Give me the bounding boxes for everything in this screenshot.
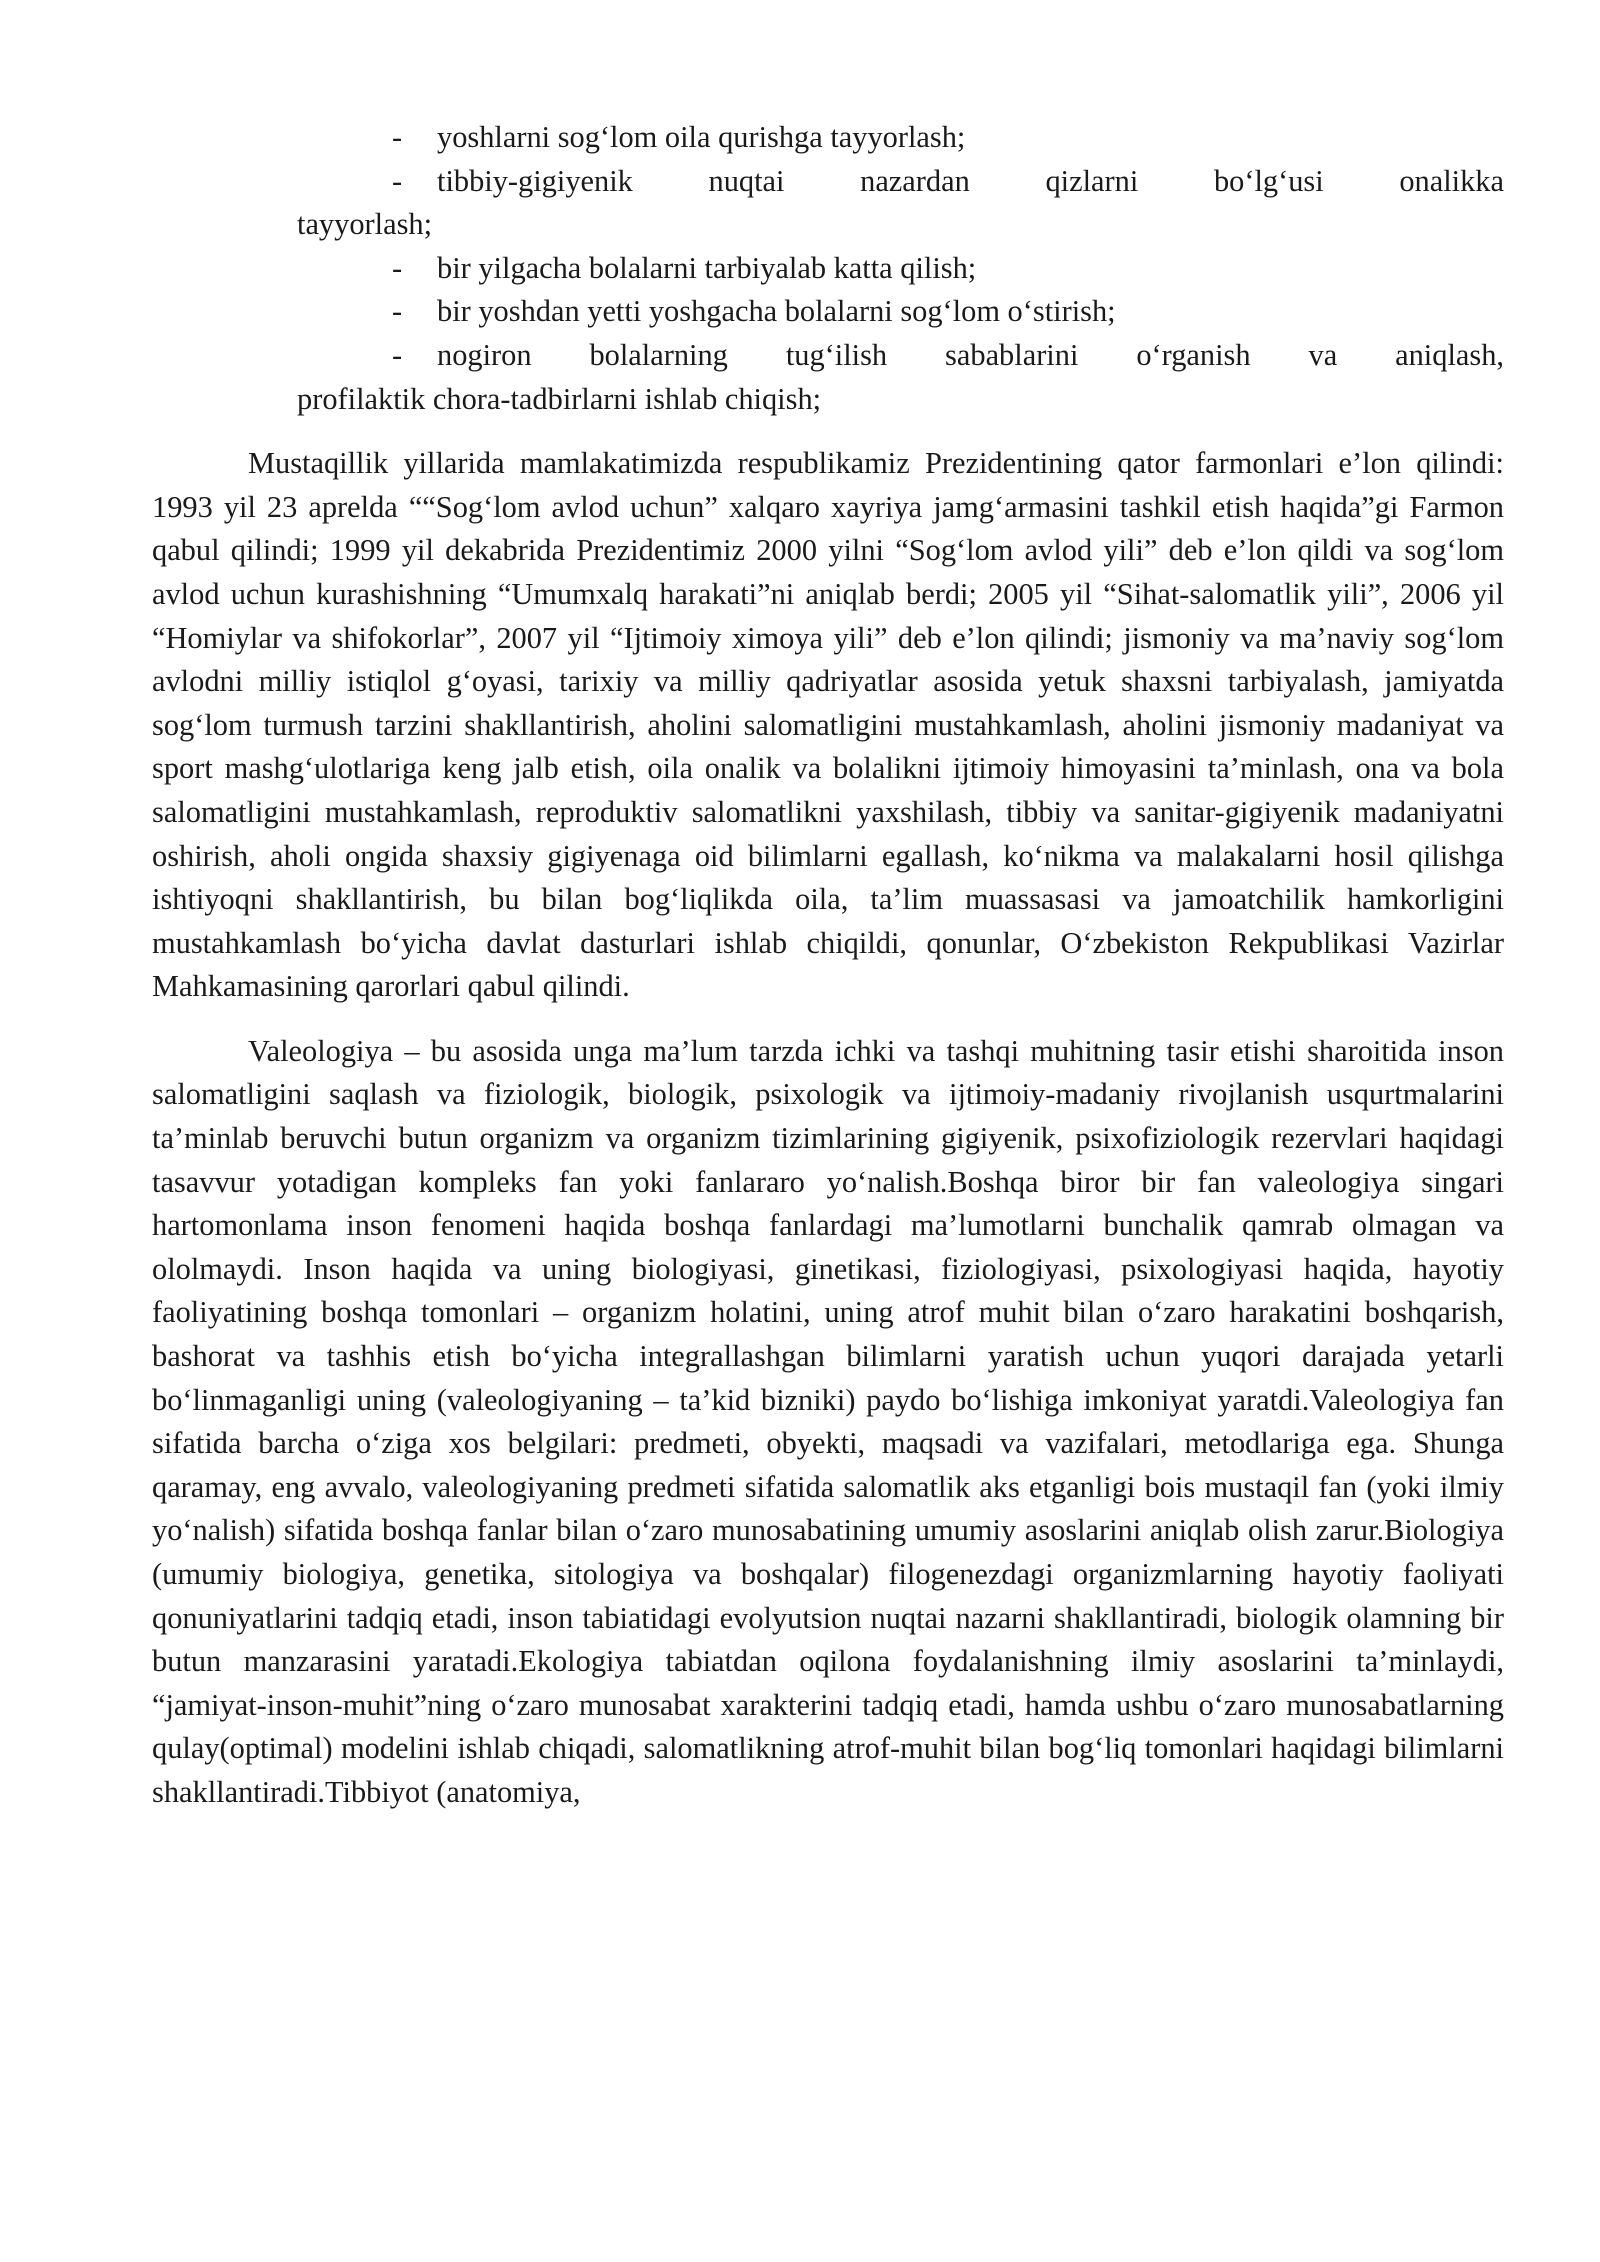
paragraph-independence-decrees: Mustaqillik yillarida mamlakatimizda respublikamiz Prezidentining qator farmonlari e’lon qilindi: 1993 yil 23 aprelda ““Sog‘lom avlod uchun” xalqaro xayriya jamg‘armasini tashkil etish haqida”gi Farmon qabul qilindi; 1999 yil dekabrida Prezidentimiz 2000 yilni “Sog‘lom avlod yili” deb e’lon qildi va sog‘lom avlod uchun kurashishning “Umumxalq harakati”ni aniqlab berdi; 2005 yil “Sihat-salomatlik yili”, 2006 yil “Homiylar va shifokorlar”, 2007 yil “Ijtimoiy ximoya yili” deb e’lon qilindi; jismoniy va ma’naviy sog‘lom avlodni milliy istiqlol g‘oyasi, tarixiy va milliy qadriyatlar asosida yetuk shaxsni tarbiyalash, jamiyatda sog‘lom turmush tarzini shakllantirish, aholini salomatligini mustahkamlash, aholini jismoniy madaniyat va sport mashg‘ulotlariga keng jalb etish, oila onalik va bolalikni ijtimoiy himoyasini ta’minlash, ona va bola salomatligini mustahkamlash, reproduktiv salomatlikni yaxshilash, tibbiy va sanitar-gigiyenik madaniyatni oshirish, aholi ongida shaxsiy gigiyenaga oid bilimlarni egallash, ko‘nikma va malakalarni hosil qilishga ishtiyoqni shakllantirish, bu bilan bog‘liqlikda oila, ta’lim muassasasi va jamoatchilik hamkorligini mustahkamlash bo‘yicha davlat dasturlari ishlab chiqildi, qonunlar, O‘zbekiston Rekpublikasi Vazirlar Mahkamasining qarorlari qabul qilindi. (152, 446, 1504, 1004)
list-dash: - (392, 250, 403, 285)
list-dash: - (392, 294, 403, 329)
bullet-list (297, 116, 1504, 421)
list-dash: - (392, 163, 403, 198)
list-dash: - (392, 337, 403, 372)
list-item (297, 290, 1504, 334)
list-item-text: bir yoshdan yetti yoshgacha bolalarni sog‘lom o‘stirish; (437, 294, 1116, 329)
list-item-text: yoshlarni sog‘lom oila qurishga tayyorlash; (437, 120, 966, 154)
list-item-text: nogiron bolalarning tug‘ilish sabablarini o‘rganish va aniqlash, (437, 337, 1504, 372)
list-item (297, 160, 1504, 247)
list-item-text: tibbiy-gigiyenik nuqtai nazardan qizlarni bo‘lg‘usi onalikka (437, 163, 1504, 198)
list-item (297, 247, 1504, 291)
list-item-text-continuation: profilaktik chora-tadbirlarni ishlab chiqish; (297, 381, 822, 416)
list-item (297, 116, 1504, 160)
list-item (297, 334, 1504, 421)
list-item-text: bir yilgacha bolalarni tarbiyalab katta qilish; (437, 250, 977, 285)
list-dash: - (392, 120, 403, 154)
paragraph-valeology: Valeologiya – bu asosida unga ma’lum tarzda ichki va tashqi muhitning tasir etishi sharoitida inson salomatligini saqlash va fiziologik, biologik, psixologik va ijtimoiy-madaniy rivojlanish usqurtmalarini ta’minlab beruvchi butun organizm va organizm tizimlarining gigiyenik, psixofiziologik rezervlari haqidagi tasavvur yotadigan kompleks fan yoki fanlararo yo‘nalish.Boshqa biror bir fan valeologiya singari hartomonlama inson fenomeni haqida boshqa fanlardagi ma’lumotlarni bunchalik qamrab olmagan va ololmaydi. Inson haqida va uning biologiyasi, ginetikasi, fiziologiyasi, psixologiyasi haqida, hayotiy faoliyatining boshqa tomonlari – organizm holatini, uning atrof muhit bilan o‘zaro harakatini boshqarish, bashorat va tashhis etish bo‘yicha integrallashgan bilimlarni yaratish uchun yuqori darajada yetarli bo‘linmaganligi uning (valeologiyaning – ta’kid bizniki) paydo bo‘lishiga imkoniyat yaratdi.Valeologiya fan sifatida barcha o‘ziga xos belgilari: predmeti, obyekti, maqsadi va vazifalari, metodlariga ega. Shunga qaramay, eng avvalo, valeologiyaning predmeti sifatida salomatlik aks etganligi bois mustaqil fan (yoki ilmiy yo‘nalish) sifatida boshqa fanlar bilan o‘zaro munosabatining umumiy asoslarini aniqlab olish zarur.Biologiya (umumiy biologiya, genetika, sitologiya va boshqalar) filogenezdagi organizmlarning hayotiy faoliyati qonuniyatlarini tadqiq etadi, inson tabiatidagi evolyutsion nuqtai nazarni shakllantiradi, biologik olamning bir butun manzarasini yaratadi.Ekologiya tabiatdan oqilona foydalanishning ilmiy asoslarini ta’minlaydi, “jamiyat-inson-muhit”ning o‘zaro munosabat xarakterini tadqiq etadi, hamda ushbu o‘zaro munosabatlarning qulay(optimal) modelini ishlab chiqadi, salomatlikning atrof-muhit bilan bog‘liq tomonlari haqidagi bilimlarni shakllantiradi.Tibbiyot (anatomiya, (152, 1033, 1504, 1809)
list-item-text-continuation: tayyorlash; (297, 207, 433, 242)
